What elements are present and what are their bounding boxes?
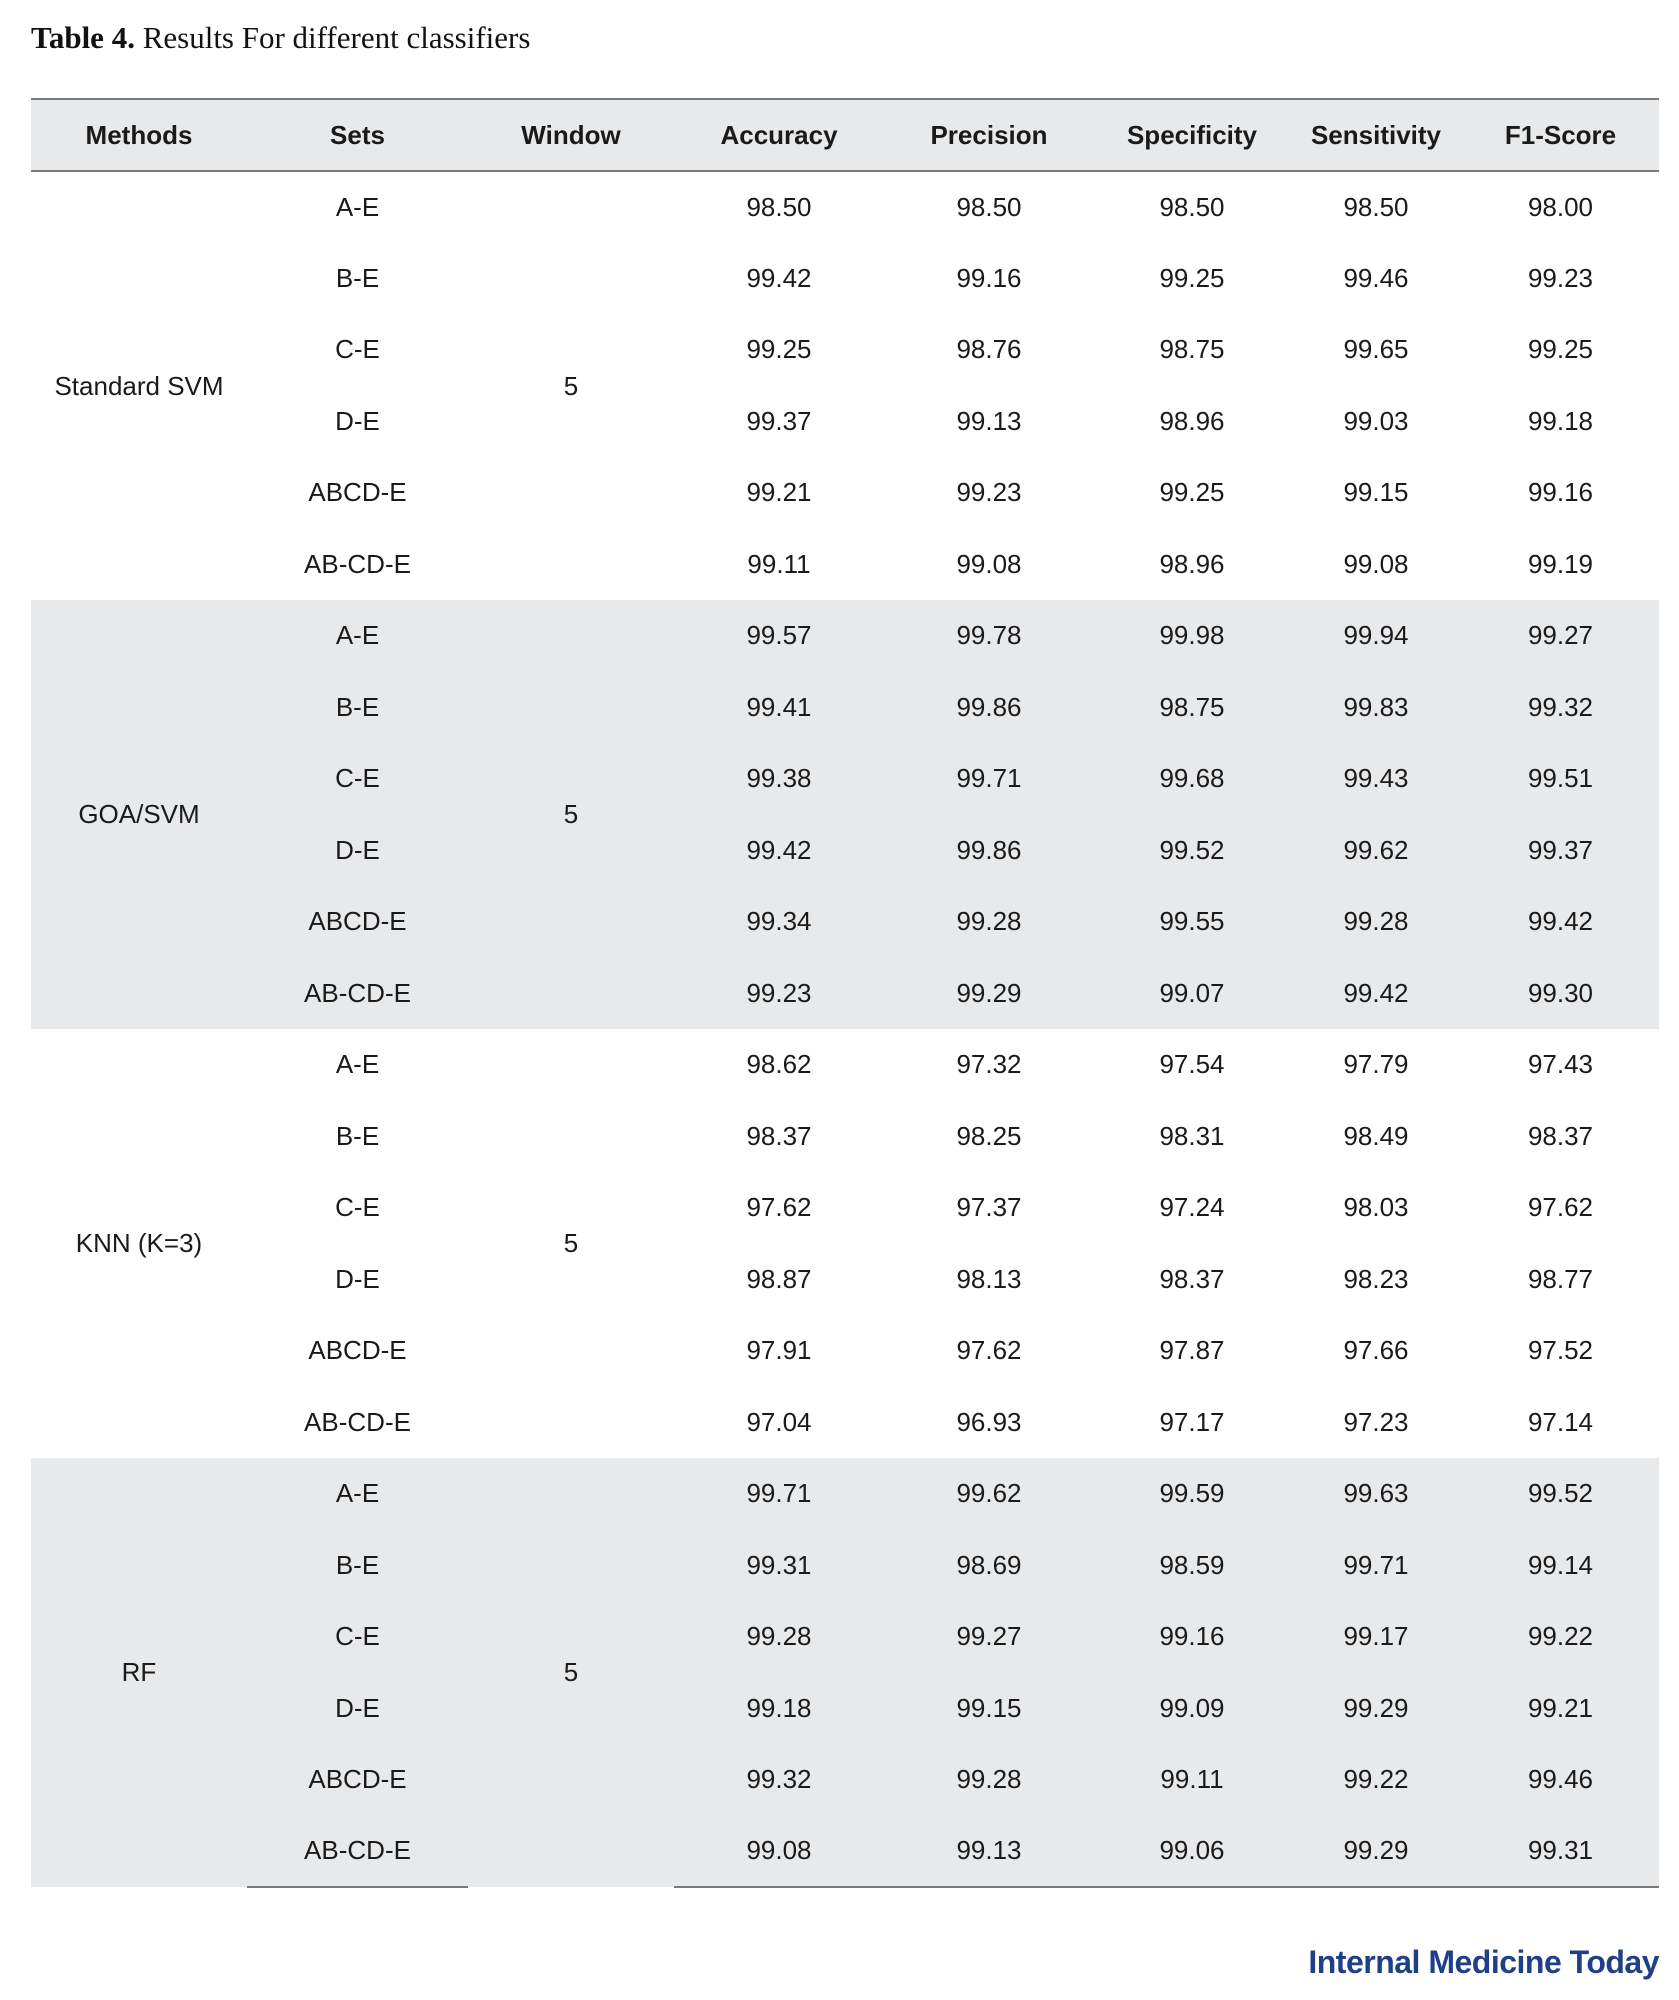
set-cell: A-E bbox=[335, 1049, 380, 1080]
specificity-cell: 98.75 bbox=[1159, 334, 1225, 365]
set-cell: B-E bbox=[247, 1530, 468, 1602]
window-cell: 5 bbox=[563, 1228, 579, 1258]
accuracy-cell: 98.87 bbox=[746, 1263, 812, 1294]
set-cell: AB-CD-E bbox=[247, 958, 468, 1030]
precision-cell: 99.08 bbox=[956, 548, 1022, 579]
sensitivity-cell: 98.50 bbox=[1343, 191, 1409, 222]
precision-cell: 99.23 bbox=[956, 477, 1022, 508]
table-row bbox=[31, 1387, 1659, 1459]
specificity-cell: 97.54 bbox=[1159, 1049, 1225, 1080]
sensitivity-cell: 99.42 bbox=[1290, 958, 1462, 1030]
f1-score-cell: 97.62 bbox=[1527, 1192, 1594, 1223]
specificity-cell: 99.25 bbox=[1159, 262, 1225, 293]
specificity-cell: 99.06 bbox=[1094, 1816, 1290, 1888]
table-row bbox=[31, 1744, 1659, 1816]
sensitivity-cell: 99.08 bbox=[1343, 548, 1409, 579]
accuracy-cell: 99.71 bbox=[674, 1458, 884, 1530]
sensitivity-cell: 99.83 bbox=[1290, 672, 1462, 744]
sensitivity-cell: 99.62 bbox=[1290, 815, 1462, 887]
column-header-sets: Sets bbox=[247, 99, 468, 171]
precision-cell: 99.28 bbox=[884, 886, 1094, 958]
accuracy-cell: 99.18 bbox=[674, 1673, 884, 1745]
table-row bbox=[31, 386, 1659, 458]
precision-cell: 97.37 bbox=[956, 1192, 1022, 1223]
accuracy-cell: 99.11 bbox=[747, 548, 811, 579]
specificity-cell: 99.25 bbox=[1159, 477, 1225, 508]
specificity-cell: 98.59 bbox=[1094, 1530, 1290, 1602]
specificity-cell: 99.11 bbox=[1094, 1744, 1290, 1816]
f1-score-cell: 98.37 bbox=[1527, 1120, 1594, 1151]
header-row bbox=[31, 99, 1659, 171]
sensitivity-cell: 99.46 bbox=[1343, 262, 1409, 293]
sensitivity-cell: 99.43 bbox=[1290, 743, 1462, 815]
journal-logo: Internal Medicine Today bbox=[1308, 1944, 1659, 1980]
accuracy-cell: 99.28 bbox=[674, 1601, 884, 1673]
f1-score-cell: 99.51 bbox=[1462, 743, 1659, 815]
table-caption bbox=[31, 18, 530, 58]
accuracy-cell: 97.91 bbox=[746, 1335, 812, 1366]
results-table bbox=[31, 98, 1659, 1888]
accuracy-cell: 99.57 bbox=[674, 600, 884, 672]
method-cell: RF bbox=[31, 1458, 247, 1887]
sensitivity-cell: 99.29 bbox=[1290, 1673, 1462, 1745]
table-row bbox=[31, 314, 1659, 386]
precision-cell: 98.25 bbox=[956, 1120, 1022, 1151]
table-row bbox=[31, 1458, 1659, 1530]
table-row bbox=[31, 1244, 1659, 1316]
precision-cell: 99.62 bbox=[884, 1458, 1094, 1530]
accuracy-cell: 99.21 bbox=[746, 477, 812, 508]
specificity-cell: 98.96 bbox=[1159, 548, 1225, 579]
set-cell: ABCD-E bbox=[247, 886, 468, 958]
accuracy-cell: 99.34 bbox=[674, 886, 884, 958]
set-cell: C-E bbox=[247, 1601, 468, 1673]
f1-score-cell: 99.42 bbox=[1462, 886, 1659, 958]
sensitivity-cell: 99.28 bbox=[1290, 886, 1462, 958]
group-rf bbox=[31, 1458, 1659, 1887]
precision-cell: 99.78 bbox=[884, 600, 1094, 672]
window-cell: 5 bbox=[468, 600, 674, 1029]
set-cell: A-E bbox=[247, 1458, 468, 1530]
table-row bbox=[31, 672, 1659, 744]
precision-cell: 99.86 bbox=[884, 672, 1094, 744]
f1-score-cell: 99.30 bbox=[1462, 958, 1659, 1030]
specificity-cell: 99.52 bbox=[1094, 815, 1290, 887]
f1-score-cell: 97.52 bbox=[1527, 1335, 1594, 1366]
set-cell: D-E bbox=[247, 815, 468, 887]
column-header-specificity: Specificity bbox=[1094, 99, 1290, 171]
accuracy-cell: 99.32 bbox=[674, 1744, 884, 1816]
f1-score-cell: 99.23 bbox=[1527, 262, 1594, 293]
specificity-cell: 97.17 bbox=[1159, 1406, 1225, 1437]
set-cell: AB-CD-E bbox=[304, 548, 411, 579]
f1-score-cell: 99.21 bbox=[1462, 1673, 1659, 1745]
accuracy-cell: 99.41 bbox=[674, 672, 884, 744]
sensitivity-cell: 99.63 bbox=[1290, 1458, 1462, 1530]
set-cell: ABCD-E bbox=[308, 477, 407, 508]
accuracy-cell: 98.37 bbox=[746, 1120, 812, 1151]
specificity-cell: 98.75 bbox=[1094, 672, 1290, 744]
group-knn bbox=[31, 1029, 1659, 1458]
set-cell: B-E bbox=[247, 672, 468, 744]
specificity-cell: 98.96 bbox=[1159, 405, 1225, 436]
set-cell: C-E bbox=[335, 1192, 380, 1223]
table-row bbox=[31, 886, 1659, 958]
precision-cell: 99.15 bbox=[884, 1673, 1094, 1745]
precision-cell: 97.62 bbox=[956, 1335, 1022, 1366]
sensitivity-cell: 99.71 bbox=[1290, 1530, 1462, 1602]
precision-cell: 99.29 bbox=[884, 958, 1094, 1030]
specificity-cell: 99.68 bbox=[1094, 743, 1290, 815]
accuracy-cell: 99.31 bbox=[674, 1530, 884, 1602]
method-cell: Standard SVM bbox=[54, 370, 224, 401]
sensitivity-cell: 98.03 bbox=[1343, 1192, 1409, 1223]
f1-score-cell: 99.31 bbox=[1462, 1816, 1659, 1888]
f1-score-cell: 99.52 bbox=[1462, 1458, 1659, 1530]
table-header bbox=[31, 99, 1659, 171]
accuracy-cell: 99.37 bbox=[746, 405, 812, 436]
f1-score-cell: 99.27 bbox=[1462, 600, 1659, 672]
column-header-methods: Methods bbox=[31, 99, 247, 171]
group-standard-svm bbox=[31, 171, 1659, 600]
group-goa-svm bbox=[31, 600, 1659, 1029]
method-cell: KNN (K=3) bbox=[75, 1228, 203, 1258]
specificity-cell: 98.31 bbox=[1159, 1120, 1225, 1151]
accuracy-cell: 99.08 bbox=[674, 1816, 884, 1888]
f1-score-cell: 99.19 bbox=[1527, 548, 1594, 579]
f1-score-cell: 99.14 bbox=[1462, 1530, 1659, 1602]
column-header-sensitivity: Sensitivity bbox=[1290, 99, 1462, 171]
window-cell: 5 bbox=[563, 370, 579, 401]
f1-score-cell: 97.14 bbox=[1527, 1406, 1594, 1437]
precision-cell: 99.27 bbox=[884, 1601, 1094, 1673]
sensitivity-cell: 97.79 bbox=[1343, 1049, 1409, 1080]
specificity-cell: 99.98 bbox=[1094, 600, 1290, 672]
set-cell: B-E bbox=[335, 1120, 380, 1151]
set-cell: C-E bbox=[247, 743, 468, 815]
sensitivity-cell: 97.23 bbox=[1343, 1406, 1409, 1437]
accuracy-cell: 99.25 bbox=[746, 334, 812, 365]
set-cell: AB-CD-E bbox=[247, 1816, 468, 1888]
table-row bbox=[31, 1029, 1659, 1101]
precision-cell: 99.28 bbox=[884, 1744, 1094, 1816]
f1-score-cell: 97.43 bbox=[1527, 1049, 1594, 1080]
set-cell: D-E bbox=[335, 405, 380, 436]
precision-cell: 99.13 bbox=[884, 1816, 1094, 1888]
precision-cell: 99.16 bbox=[956, 262, 1022, 293]
table-row bbox=[31, 1315, 1659, 1387]
precision-cell: 98.13 bbox=[956, 1263, 1022, 1294]
precision-cell: 99.13 bbox=[956, 405, 1022, 436]
table-caption-label: Table 4. bbox=[31, 20, 135, 55]
table-row bbox=[31, 1601, 1659, 1673]
f1-score-cell: 99.46 bbox=[1462, 1744, 1659, 1816]
accuracy-cell: 99.42 bbox=[674, 815, 884, 887]
accuracy-cell: 98.62 bbox=[746, 1049, 812, 1080]
accuracy-cell: 99.38 bbox=[674, 743, 884, 815]
table-caption-text: Results For different classifiers bbox=[134, 20, 531, 55]
f1-score-cell: 98.00 bbox=[1527, 191, 1594, 222]
sensitivity-cell: 99.22 bbox=[1290, 1744, 1462, 1816]
sensitivity-cell: 99.94 bbox=[1290, 600, 1462, 672]
sensitivity-cell: 98.49 bbox=[1343, 1120, 1409, 1151]
method-cell: GOA/SVM bbox=[31, 600, 247, 1029]
set-cell: ABCD-E bbox=[308, 1335, 407, 1366]
accuracy-cell: 99.23 bbox=[674, 958, 884, 1030]
f1-score-cell: 98.77 bbox=[1527, 1263, 1594, 1294]
precision-cell: 99.71 bbox=[884, 743, 1094, 815]
f1-score-cell: 99.22 bbox=[1462, 1601, 1659, 1673]
column-header-f1-score: F1-Score bbox=[1462, 99, 1659, 171]
sensitivity-cell: 97.66 bbox=[1343, 1335, 1409, 1366]
accuracy-cell: 99.42 bbox=[746, 262, 812, 293]
table-row bbox=[31, 243, 1659, 315]
set-cell: AB-CD-E bbox=[304, 1406, 411, 1437]
set-cell: B-E bbox=[335, 262, 380, 293]
precision-cell: 96.93 bbox=[956, 1406, 1022, 1437]
table-row bbox=[31, 1172, 1659, 1244]
precision-cell: 98.50 bbox=[956, 191, 1022, 222]
f1-score-cell: 99.25 bbox=[1527, 334, 1594, 365]
column-header-window: Window bbox=[468, 99, 674, 171]
set-cell: ABCD-E bbox=[247, 1744, 468, 1816]
sensitivity-cell: 99.65 bbox=[1343, 334, 1409, 365]
table-row bbox=[31, 815, 1659, 887]
set-cell: A-E bbox=[247, 600, 468, 672]
f1-score-cell: 99.16 bbox=[1527, 477, 1594, 508]
specificity-cell: 99.09 bbox=[1094, 1673, 1290, 1745]
f1-score-cell: 99.18 bbox=[1527, 405, 1594, 436]
specificity-cell: 99.07 bbox=[1094, 958, 1290, 1030]
specificity-cell: 97.24 bbox=[1159, 1192, 1225, 1223]
f1-score-cell: 99.32 bbox=[1462, 672, 1659, 744]
table-row bbox=[31, 1673, 1659, 1745]
precision-cell: 97.32 bbox=[956, 1049, 1022, 1080]
table-row bbox=[31, 171, 1659, 243]
sensitivity-cell: 99.03 bbox=[1343, 405, 1409, 436]
set-cell: C-E bbox=[335, 334, 380, 365]
table-row bbox=[31, 1101, 1659, 1173]
table-row bbox=[31, 1816, 1659, 1888]
specificity-cell: 99.59 bbox=[1094, 1458, 1290, 1530]
accuracy-cell: 97.04 bbox=[746, 1406, 812, 1437]
set-cell: D-E bbox=[247, 1673, 468, 1745]
precision-cell: 98.76 bbox=[956, 334, 1022, 365]
precision-cell: 98.69 bbox=[884, 1530, 1094, 1602]
table-row bbox=[31, 743, 1659, 815]
sensitivity-cell: 99.29 bbox=[1290, 1816, 1462, 1888]
accuracy-cell: 98.50 bbox=[746, 191, 812, 222]
window-cell: 5 bbox=[468, 1458, 674, 1887]
table-row bbox=[31, 1530, 1659, 1602]
specificity-cell: 97.87 bbox=[1159, 1335, 1225, 1366]
precision-cell: 99.86 bbox=[884, 815, 1094, 887]
specificity-cell: 98.37 bbox=[1159, 1263, 1225, 1294]
specificity-cell: 99.55 bbox=[1094, 886, 1290, 958]
sensitivity-cell: 99.15 bbox=[1343, 477, 1409, 508]
table-row bbox=[31, 529, 1659, 601]
table-row bbox=[31, 457, 1659, 529]
table-row bbox=[31, 958, 1659, 1030]
specificity-cell: 99.16 bbox=[1094, 1601, 1290, 1673]
f1-score-cell: 99.37 bbox=[1462, 815, 1659, 887]
column-header-precision: Precision bbox=[884, 99, 1094, 171]
column-header-accuracy: Accuracy bbox=[674, 99, 884, 171]
set-cell: D-E bbox=[335, 1263, 380, 1294]
table-row bbox=[31, 600, 1659, 672]
specificity-cell: 98.50 bbox=[1159, 191, 1225, 222]
sensitivity-cell: 98.23 bbox=[1343, 1263, 1409, 1294]
sensitivity-cell: 99.17 bbox=[1290, 1601, 1462, 1673]
accuracy-cell: 97.62 bbox=[746, 1192, 812, 1223]
set-cell: A-E bbox=[335, 191, 380, 222]
